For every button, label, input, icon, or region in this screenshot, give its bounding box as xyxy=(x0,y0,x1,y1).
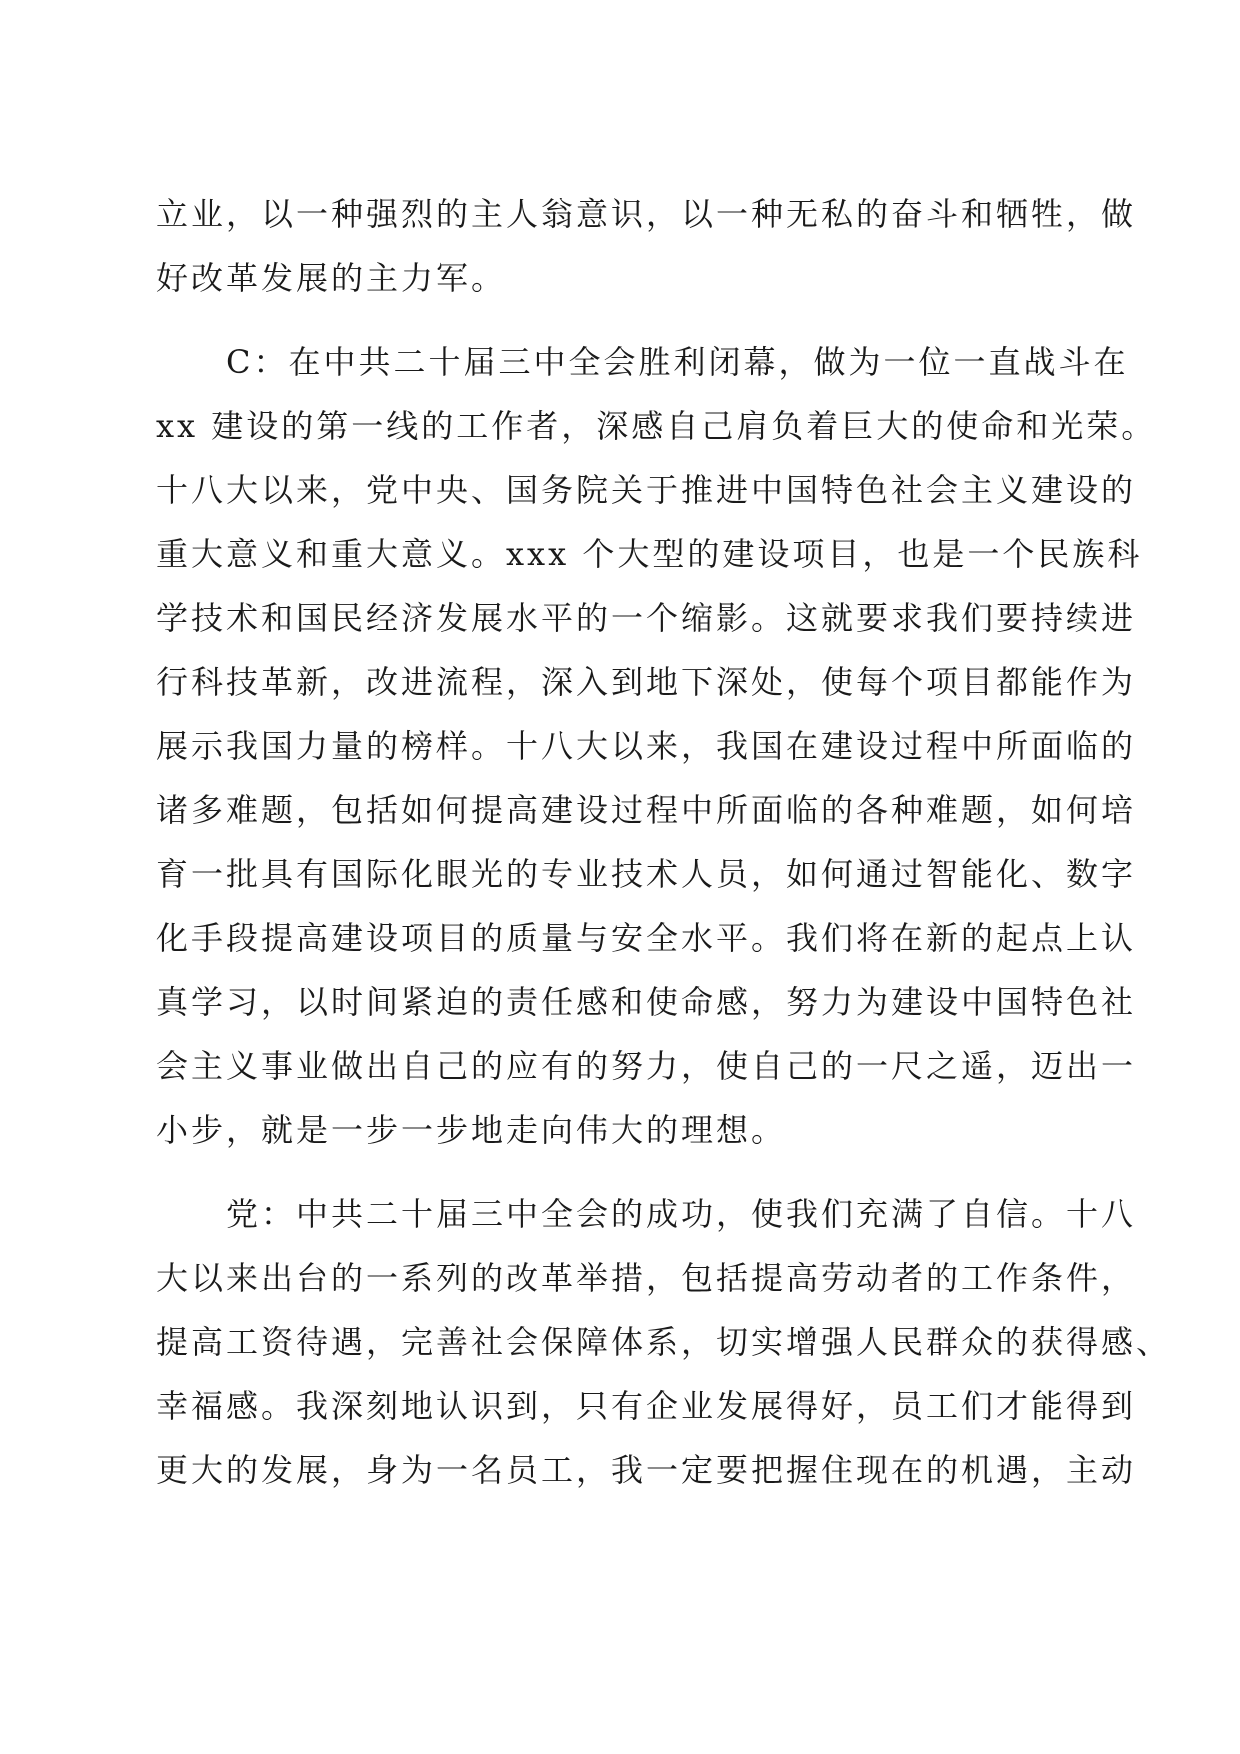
paragraph-spacing xyxy=(156,310,1096,330)
text-line: 展示我国力量的榜样。十八大以来，我国在建设过程中所面临的 xyxy=(156,727,1137,765)
text-line: 真学习，以时间紧迫的责任感和使命感，努力为建设中国特色社 xyxy=(156,983,1137,1021)
text-line: 好改革发展的主力军。 xyxy=(156,259,507,297)
text-line: 重大意义和重大意义。xxx 个大型的建设项目，也是一个民族科 xyxy=(156,535,1143,573)
text-line: 化手段提高建设项目的质量与安全水平。我们将在新的起点上认 xyxy=(156,919,1137,957)
paragraph-3 xyxy=(156,1182,1172,1502)
text-line: 育一批具有国际化眼光的专业技术人员，如何通过智能化、数字 xyxy=(156,855,1137,893)
text-line: 党：中共二十届三中全会的成功，使我们充满了自信。十八 xyxy=(156,1195,1137,1233)
text-line: 更大的发展，身为一名员工，我一定要把握住现在的机遇，主动 xyxy=(156,1451,1137,1489)
text-line: 学技术和国民经济发展水平的一个缩影。这就要求我们要持续进 xyxy=(156,599,1137,637)
text-line: 十八大以来，党中央、国务院关于推进中国特色社会主义建设的 xyxy=(156,471,1137,509)
text-line: 立业，以一种强烈的主人翁意识，以一种无私的奋斗和牺牲，做 xyxy=(156,195,1137,233)
text-line: 行科技革新，改进流程，深入到地下深处，使每个项目都能作为 xyxy=(156,663,1137,701)
text-line: 小步，就是一步一步地走向伟大的理想。 xyxy=(156,1111,787,1149)
document-body xyxy=(156,182,1172,1502)
text-line: 幸福感。我深刻地认识到，只有企业发展得好，员工们才能得到 xyxy=(156,1387,1137,1425)
text-line: C：在中共二十届三中全会胜利闭幕，做为一位一直战斗在 xyxy=(156,343,1129,381)
text-line: xx 建设的第一线的工作者，深感自己肩负着巨大的使命和光荣。 xyxy=(156,407,1157,445)
text-line: 会主义事业做出自己的应有的努力，使自己的一尺之遥，迈出一 xyxy=(156,1047,1137,1085)
paragraph-spacing xyxy=(156,1162,1096,1182)
text-line: 大以来出台的一系列的改革举措，包括提高劳动者的工作条件， xyxy=(156,1259,1137,1297)
paragraph-2 xyxy=(156,330,1157,1162)
paragraph-1 xyxy=(156,182,1137,310)
text-line: 提高工资待遇，完善社会保障体系，切实增强人民群众的获得感、 xyxy=(156,1323,1172,1361)
text-line: 诸多难题，包括如何提高建设过程中所面临的各种难题，如何培 xyxy=(156,791,1137,829)
